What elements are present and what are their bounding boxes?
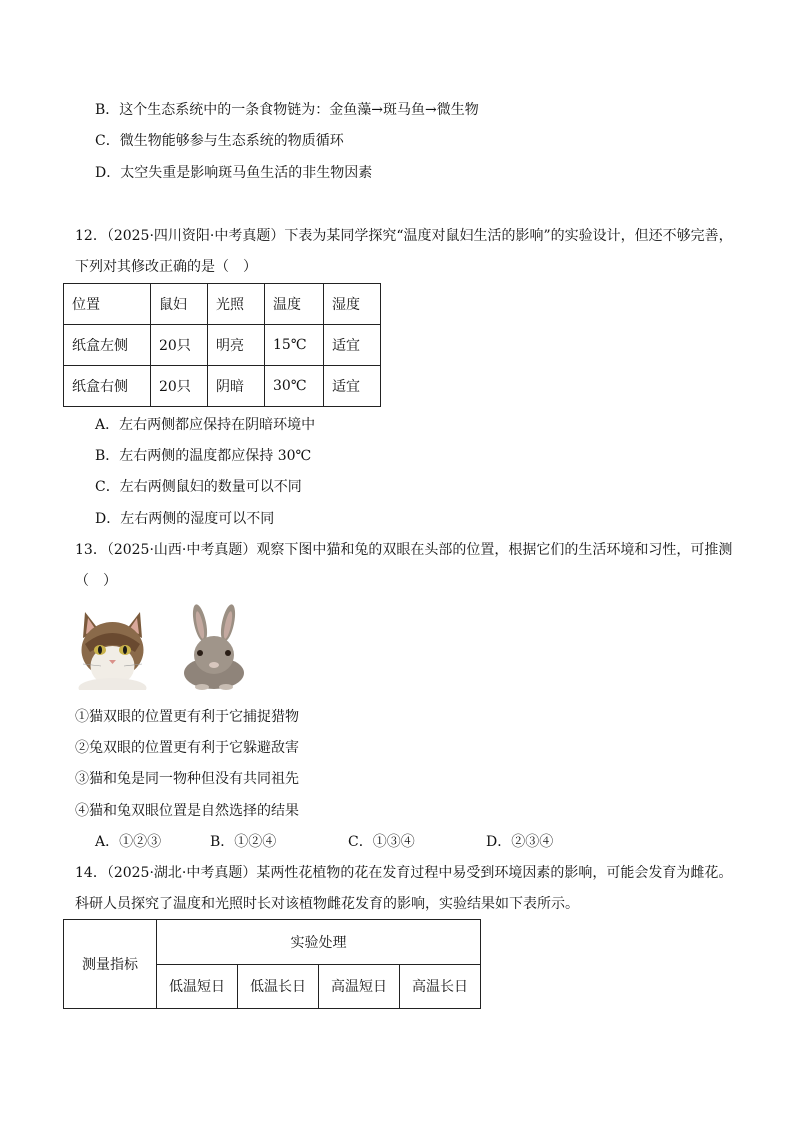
q14-stem-line1: 14．（2025·湖北·中考真题）某两性花植物的花在发育过程中易受到环境因素的影响，可能会发育为雌花。 [75, 865, 733, 881]
table-row-header: 测量指标 [64, 920, 157, 1009]
table-group-header: 实验处理 [157, 920, 481, 965]
q13-choice-d: D．②③④ [486, 834, 554, 850]
q12-option-b: B．左右两侧的温度都应保持 30℃ [95, 448, 312, 464]
table-cell: 适宜 [324, 366, 381, 407]
q12-table [63, 283, 381, 407]
table-cell: 30℃ [265, 366, 324, 407]
table-header-cell: 湿度 [324, 284, 381, 325]
table-header-cell: 温度 [265, 284, 324, 325]
cat-image [75, 604, 150, 690]
table-header-cell: 鼠妇 [151, 284, 208, 325]
q12-option-c: C．左右两侧鼠妇的数量可以不同 [95, 479, 302, 495]
q11-option-d: D．太空失重是影响斑马鱼生活的非生物因素 [95, 165, 373, 181]
q13-choice-b: B．①②④ [210, 834, 277, 850]
table-header-cell: 光照 [208, 284, 265, 325]
table-cell: 适宜 [324, 325, 381, 366]
q13-choice-c: C．①③④ [348, 834, 415, 850]
q13-stem-line1: 13．（2025·山西·中考真题）观察下图中猫和兔的双眼在头部的位置，根据它们的生活环境和习性，可推测 [75, 542, 733, 558]
table-header-cell: 低温短日 [157, 964, 238, 1009]
q14-table [63, 919, 481, 1009]
q13-statement-2: ②兔双眼的位置更有利于它躲避敌害 [75, 740, 299, 756]
table-row [64, 325, 381, 366]
q13-statement-1: ①猫双眼的位置更有利于它捕捉猎物 [75, 709, 299, 725]
table-cell: 15℃ [265, 325, 324, 366]
q13-stem-line2: （ ） [75, 573, 117, 589]
table-header-row [64, 284, 381, 325]
table-cell: 明亮 [208, 325, 265, 366]
table-header-cell: 高温短日 [319, 964, 400, 1009]
table-header-cell: 高温长日 [400, 964, 481, 1009]
table-cell: 纸盒左侧 [64, 325, 151, 366]
q12-stem-line1: 12．（2025·四川资阳·中考真题）下表为某同学探究“温度对鼠妇生活的影响”的实验设计，但还不够完善， [75, 228, 733, 244]
q13-statement-3: ③猫和兔是同一物种但没有共同祖先 [75, 771, 299, 787]
q12-stem-line2: 下列对其修改正确的是（ ） [75, 259, 257, 275]
table-cell: 20只 [151, 325, 208, 366]
q14-stem-line2: 科研人员探究了温度和光照时长对该植物雌花发育的影响，实验结果如下表所示。 [75, 896, 579, 912]
table-row [64, 366, 381, 407]
q11-option-b: B．这个生态系统中的一条食物链为：金鱼藻→斑马鱼→微生物 [95, 102, 479, 118]
table-header-row [64, 920, 481, 965]
q13-choice-a: A．①②③ [95, 834, 162, 850]
table-cell: 阴暗 [208, 366, 265, 407]
q12-option-d: D．左右两侧的湿度可以不同 [95, 511, 275, 527]
table-cell: 纸盒右侧 [64, 366, 151, 407]
table-header-cell: 低温长日 [238, 964, 319, 1009]
rabbit-image [178, 603, 250, 691]
table-header-cell: 位置 [64, 284, 151, 325]
q13-statement-4: ④猫和兔双眼位置是自然选择的结果 [75, 803, 299, 819]
table-cell: 20只 [151, 366, 208, 407]
q11-option-c: C．微生物能够参与生态系统的物质循环 [95, 133, 344, 149]
q12-option-a: A．左右两侧都应保持在阴暗环境中 [95, 417, 316, 433]
